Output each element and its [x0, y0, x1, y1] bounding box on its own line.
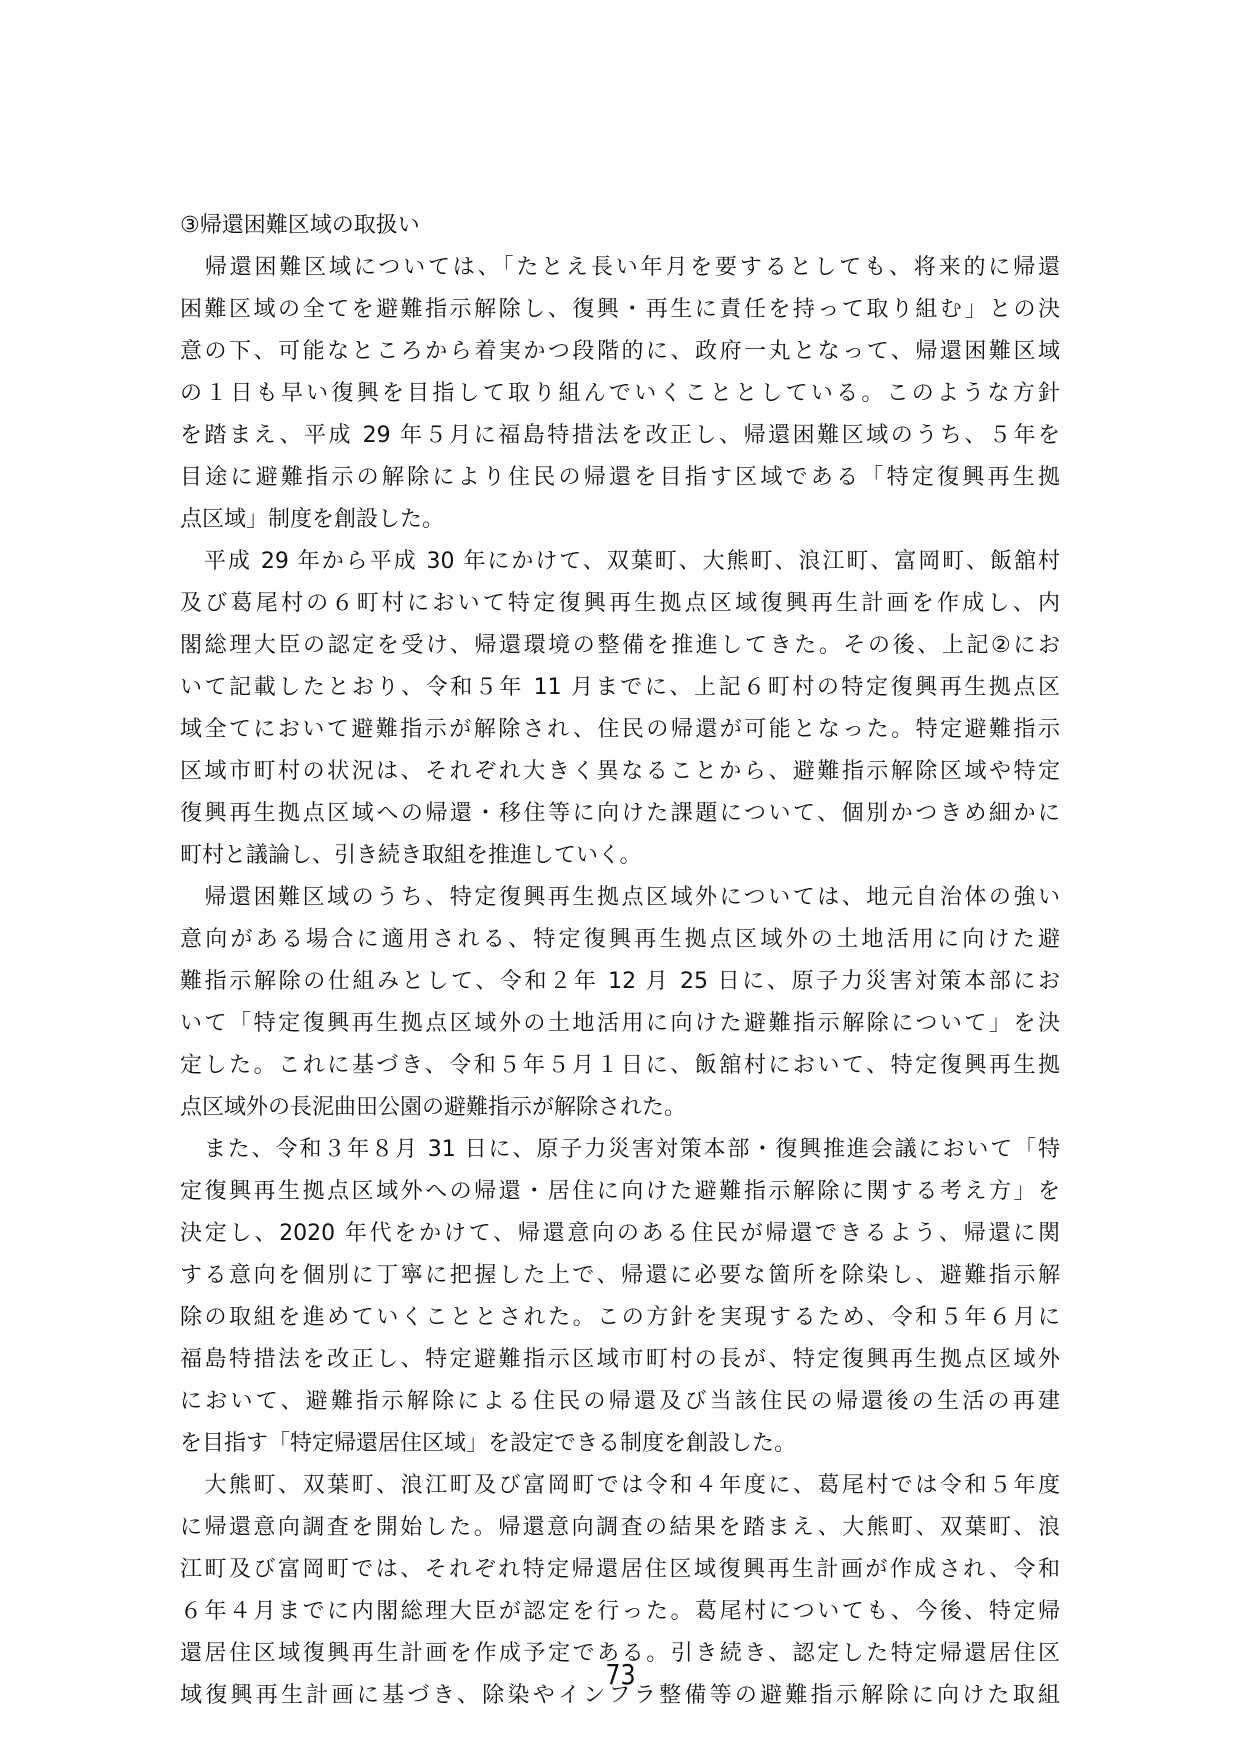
text-line: 帰還困難区域については、「たとえ長い年月を要するとしても、将来的に帰還 [180, 255, 1060, 280]
text-line: 意向がある場合に適用される、特定復興再生拠点区域外の土地活用に向けた避 [180, 927, 1060, 952]
text-line: ６年４月までに内閣総理大臣が認定を行った。葛尾村についても、今後、特定帰 [180, 1599, 1060, 1624]
text-line: 復興再生拠点区域への帰還・移住等に向けた課題について、個別かつきめ細かに [180, 801, 1060, 826]
text-line: 及び葛尾村の６町村において特定復興再生拠点区域復興再生計画を作成し、内 [180, 591, 1060, 616]
text-line: 区域市町村の状況は、それぞれ大きく異なることから、避難指示解除区域や特定 [180, 759, 1060, 784]
text-line: 江町及び富岡町では、それぞれ特定帰還居住区域復興再生計画が作成され、令和 [180, 1557, 1060, 1582]
text-line: 意の下、可能なところから着実かつ段階的に、政府一丸となって、帰還困難区域 [180, 339, 1060, 364]
text-line: 点区域」制度を創設した。 [180, 507, 445, 532]
text-line: 域復興再生計画に基づき、除染やインフラ整備等の避難指示解除に向けた取組 [180, 1683, 1060, 1708]
text-line: を目指す「特定帰還居住区域」を設定できる制度を創設した。 [180, 1431, 797, 1456]
page-body [180, 205, 1060, 1717]
text-line: 福島特措法を改正し、特定避難指示区域市町村の長が、特定復興再生拠点区域外 [180, 1347, 1060, 1372]
text-line: 閣総理大臣の認定を受け、帰還環境の整備を推進してきた。その後、上記②にお [180, 633, 1060, 658]
text-line: する意向を個別に丁寧に把握した上で、帰還に必要な箇所を除染し、避難指示解 [180, 1263, 1060, 1288]
text-line: 難指示解除の仕組みとして、令和２年 12 月 25 日に、原子力災害対策本部にお [180, 969, 1060, 994]
page-number: 73 [605, 1658, 636, 1691]
text-line: 還居住区域復興再生計画を作成予定である。引き続き、認定した特定帰還居住区 [180, 1641, 1060, 1666]
text-line: 点区域外の長泥曲田公園の避難指示が解除された。 [180, 1095, 687, 1120]
text-line: 困難区域の全てを避難指示解除し、復興・再生に責任を持って取り組む」との決 [180, 297, 1060, 322]
text-line: 帰還困難区域のうち、特定復興再生拠点区域外については、地元自治体の強い [180, 885, 1060, 910]
text-line: 決定し、2020 年代をかけて、帰還意向のある住民が帰還できるよう、帰還に関 [180, 1221, 1060, 1246]
text-line: 目途に避難指示の解除により住民の帰還を目指す区域である「特定復興再生拠 [180, 465, 1060, 490]
text-line: 平成 29 年から平成 30 年にかけて、双葉町、大熊町、浪江町、富岡町、飯舘村 [180, 549, 1060, 574]
text-line: を踏まえ、平成 29 年５月に福島特措法を改正し、帰還困難区域のうち、５年を [180, 423, 1060, 448]
text-line: また、令和３年８月 31 日に、原子力災害対策本部・復興推進会議において「特 [180, 1137, 1060, 1162]
text-line: いて「特定復興再生拠点区域外の土地活用に向けた避難指示解除について」を決 [180, 1011, 1060, 1036]
text-line: 除の取組を進めていくこととされた。この方針を実現するため、令和５年６月に [180, 1305, 1060, 1330]
text-line: の１日も早い復興を目指して取り組んでいくこととしている。このような方針 [180, 381, 1060, 406]
text-line: 定した。これに基づき、令和５年５月１日に、飯舘村において、特定復興再生拠 [180, 1053, 1060, 1078]
paragraph-2 [180, 541, 1060, 877]
text-line: 町村と議論し、引き続き取組を推進していく。 [180, 843, 642, 868]
paragraph-3 [180, 877, 1060, 1129]
text-line: 大熊町、双葉町、浪江町及び富岡町では令和４年度に、葛尾村では令和５年度 [180, 1473, 1060, 1498]
text-line: いて記載したとおり、令和５年 11 月までに、上記６町村の特定復興再生拠点区 [180, 675, 1060, 700]
text-line: 域全てにおいて避難指示が解除され、住民の帰還が可能となった。特定避難指示 [180, 717, 1060, 742]
paragraph-1 [180, 247, 1060, 541]
text-line: において、避難指示解除による住民の帰還及び当該住民の帰還後の生活の再建 [180, 1389, 1060, 1414]
section-heading: ③帰還困難区域の取扱い [180, 213, 420, 238]
text-line: に帰還意向調査を開始した。帰還意向調査の結果を踏まえ、大熊町、双葉町、浪 [180, 1515, 1060, 1540]
text-line: 定復興再生拠点区域外への帰還・居住に向けた避難指示解除に関する考え方」を [180, 1179, 1060, 1204]
paragraph-4 [180, 1129, 1060, 1465]
